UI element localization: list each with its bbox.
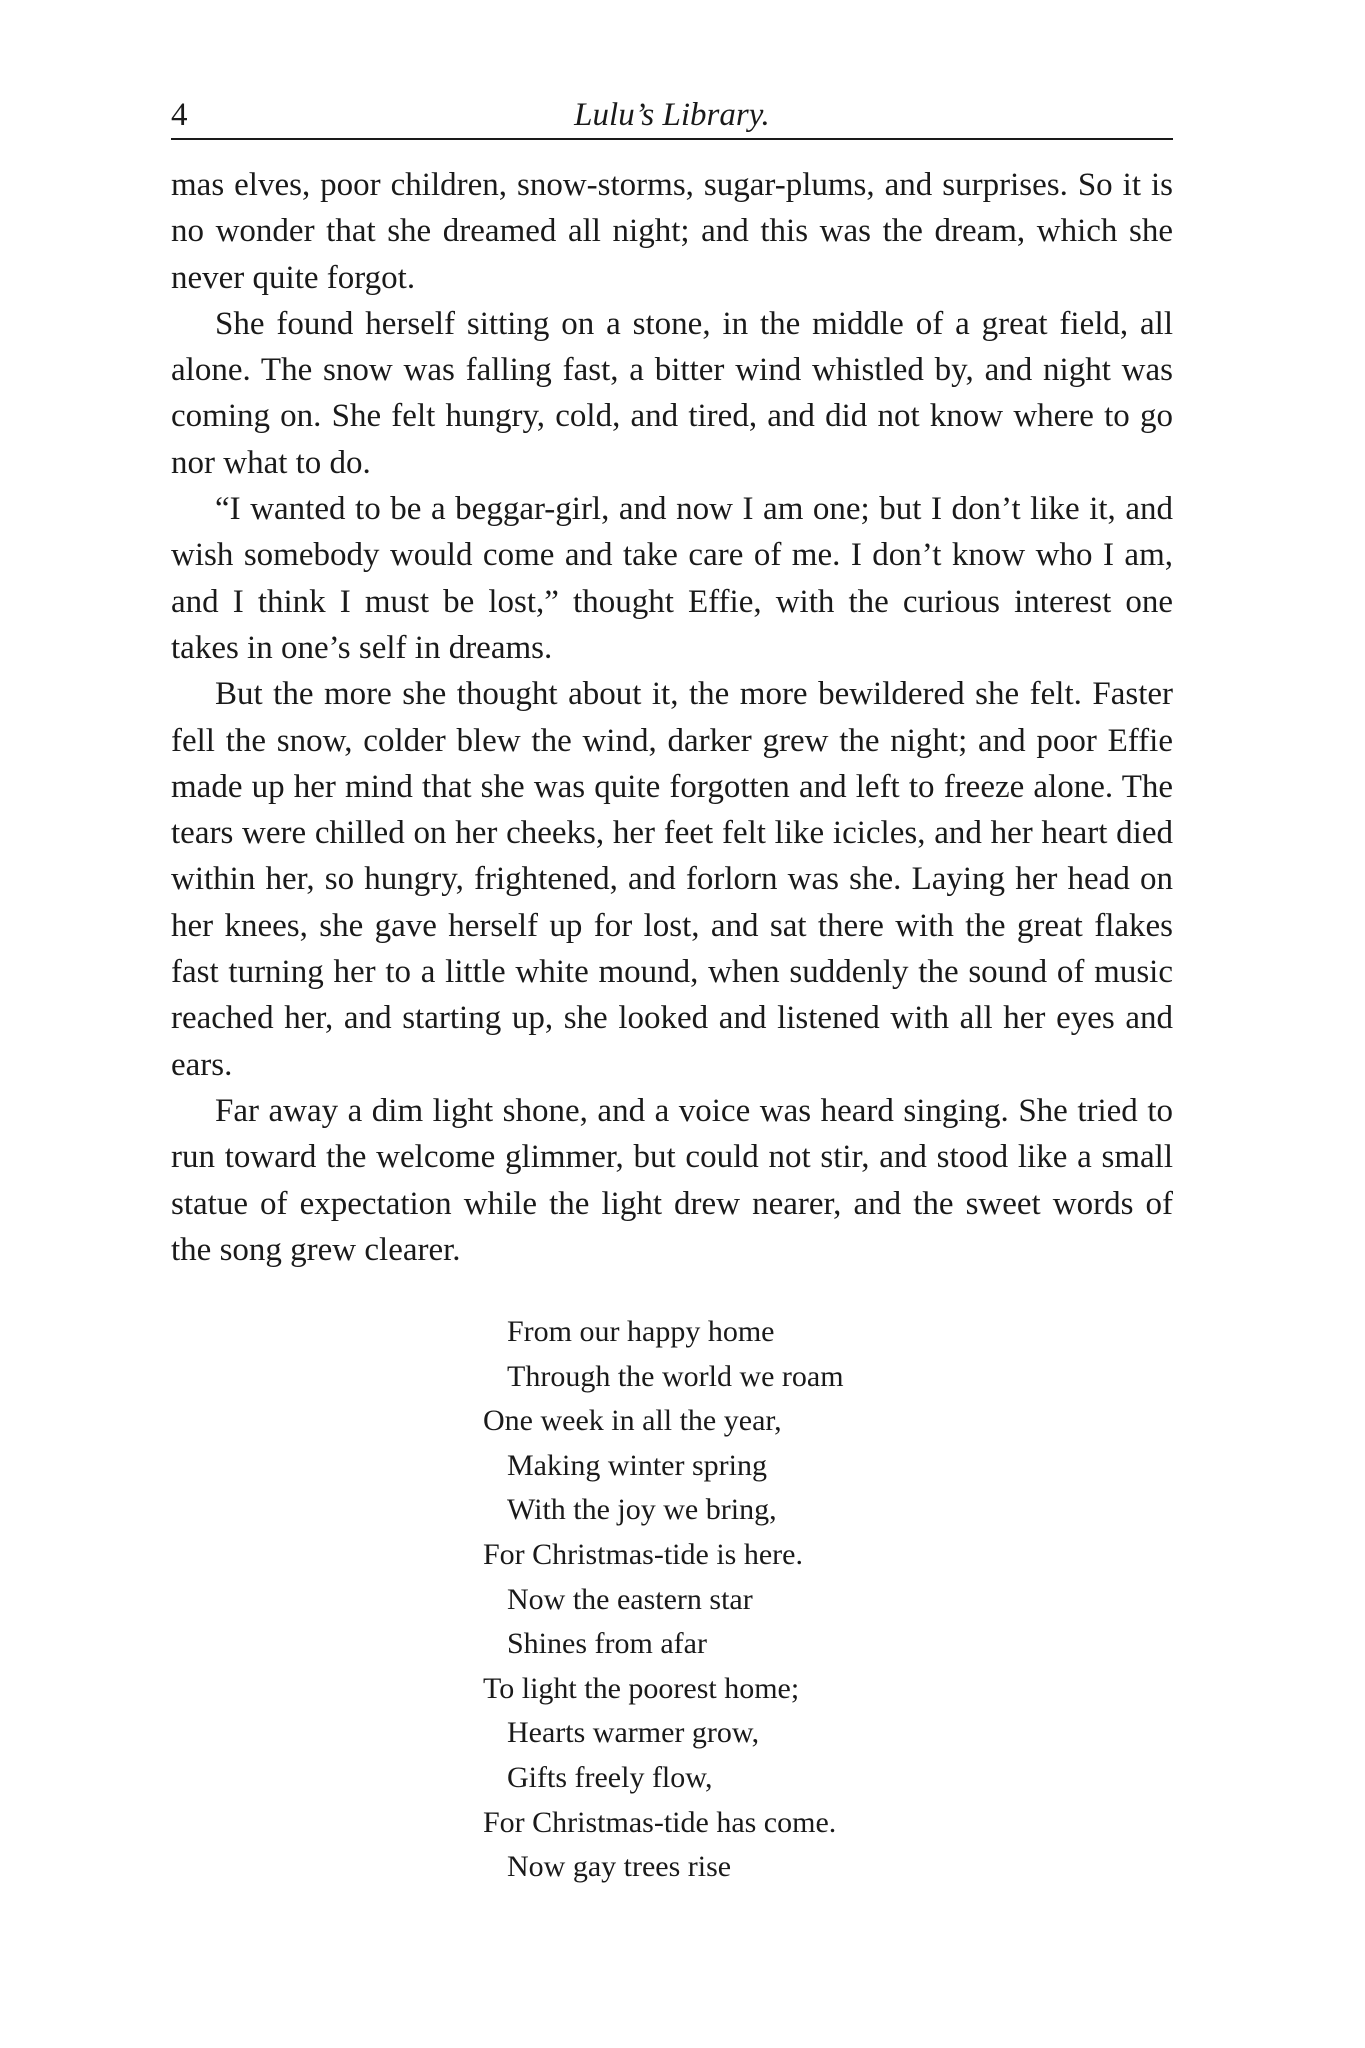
- verse-line: Gifts freely flow,: [507, 1760, 713, 1794]
- page-number: 4: [171, 97, 188, 133]
- verse-line: Through the world we roam: [507, 1359, 844, 1393]
- verse-line: To light the poorest home;: [483, 1671, 800, 1705]
- song-verse: [483, 1310, 1003, 1890]
- paragraph: mas elves, poor children, snow-storms, sugar-plums, and surprises. So it is no wonder that she dreamed all night; and this was the dream, which she never quite forgot.: [171, 167, 1173, 296]
- running-title: Lulu’s Library.: [574, 97, 770, 133]
- verse-line: With the joy we bring,: [507, 1493, 777, 1527]
- verse-line: From our happy home: [507, 1315, 775, 1348]
- paragraph: She found herself sitting on a stone, in the middle of a great field, all alone. The snow was falling fast, a bitter wind whistled by, and night was coming on. She felt hungry, cold, and tired, and did not know where to go nor what to do.: [171, 305, 1173, 481]
- verse-line: One week in all the year,: [483, 1404, 782, 1438]
- paragraph: “I wanted to be a beggar-girl, and now I am one; but I don’t like it, and wish somebody would come and take care of me. I don’t know who I am, and I think I must be lost,” thought Effie, with the curious interest one takes in one’s self in dreams.: [171, 491, 1173, 666]
- body-text: [171, 162, 1173, 1273]
- verse-line: Shines from afar: [507, 1627, 707, 1661]
- verse-line: Making winter spring: [507, 1448, 767, 1482]
- paragraph: But the more she thought about it, the more bewildered she felt. Faster fell the snow, colder blew the wind, darker grew the night; and poor Effie made up her mind that she was quite forgotten and left to freeze alone. The tears were chilled on her cheeks, her feet felt like icicles, and her heart died within her, so hungry, frightened, and forlorn was she. Laying her head on her knees, she gave herself up for lost, and sat there with the great flakes fast turning her to a little white mound, when suddenly the sound of music reached her, and starting up, she looked and listened with all her eyes and ears.: [171, 676, 1173, 1083]
- running-head: [171, 92, 1173, 140]
- book-page: [171, 0, 1173, 2048]
- verse-line: Hearts warmer grow,: [507, 1716, 760, 1750]
- verse-line: For Christmas-tide has come.: [483, 1805, 837, 1839]
- verse-line: Now the eastern star: [507, 1582, 753, 1616]
- paragraph: Far away a dim light shone, and a voice was heard singing. She tried to run toward the welcome glimmer, but could not stir, and stood like a small statue of expectation while the light drew nearer, and the sweet words of the song grew clearer.: [171, 1092, 1173, 1268]
- verse-line: Now gay trees rise: [507, 1850, 732, 1884]
- verse-line: For Christmas-tide is here.: [483, 1537, 803, 1571]
